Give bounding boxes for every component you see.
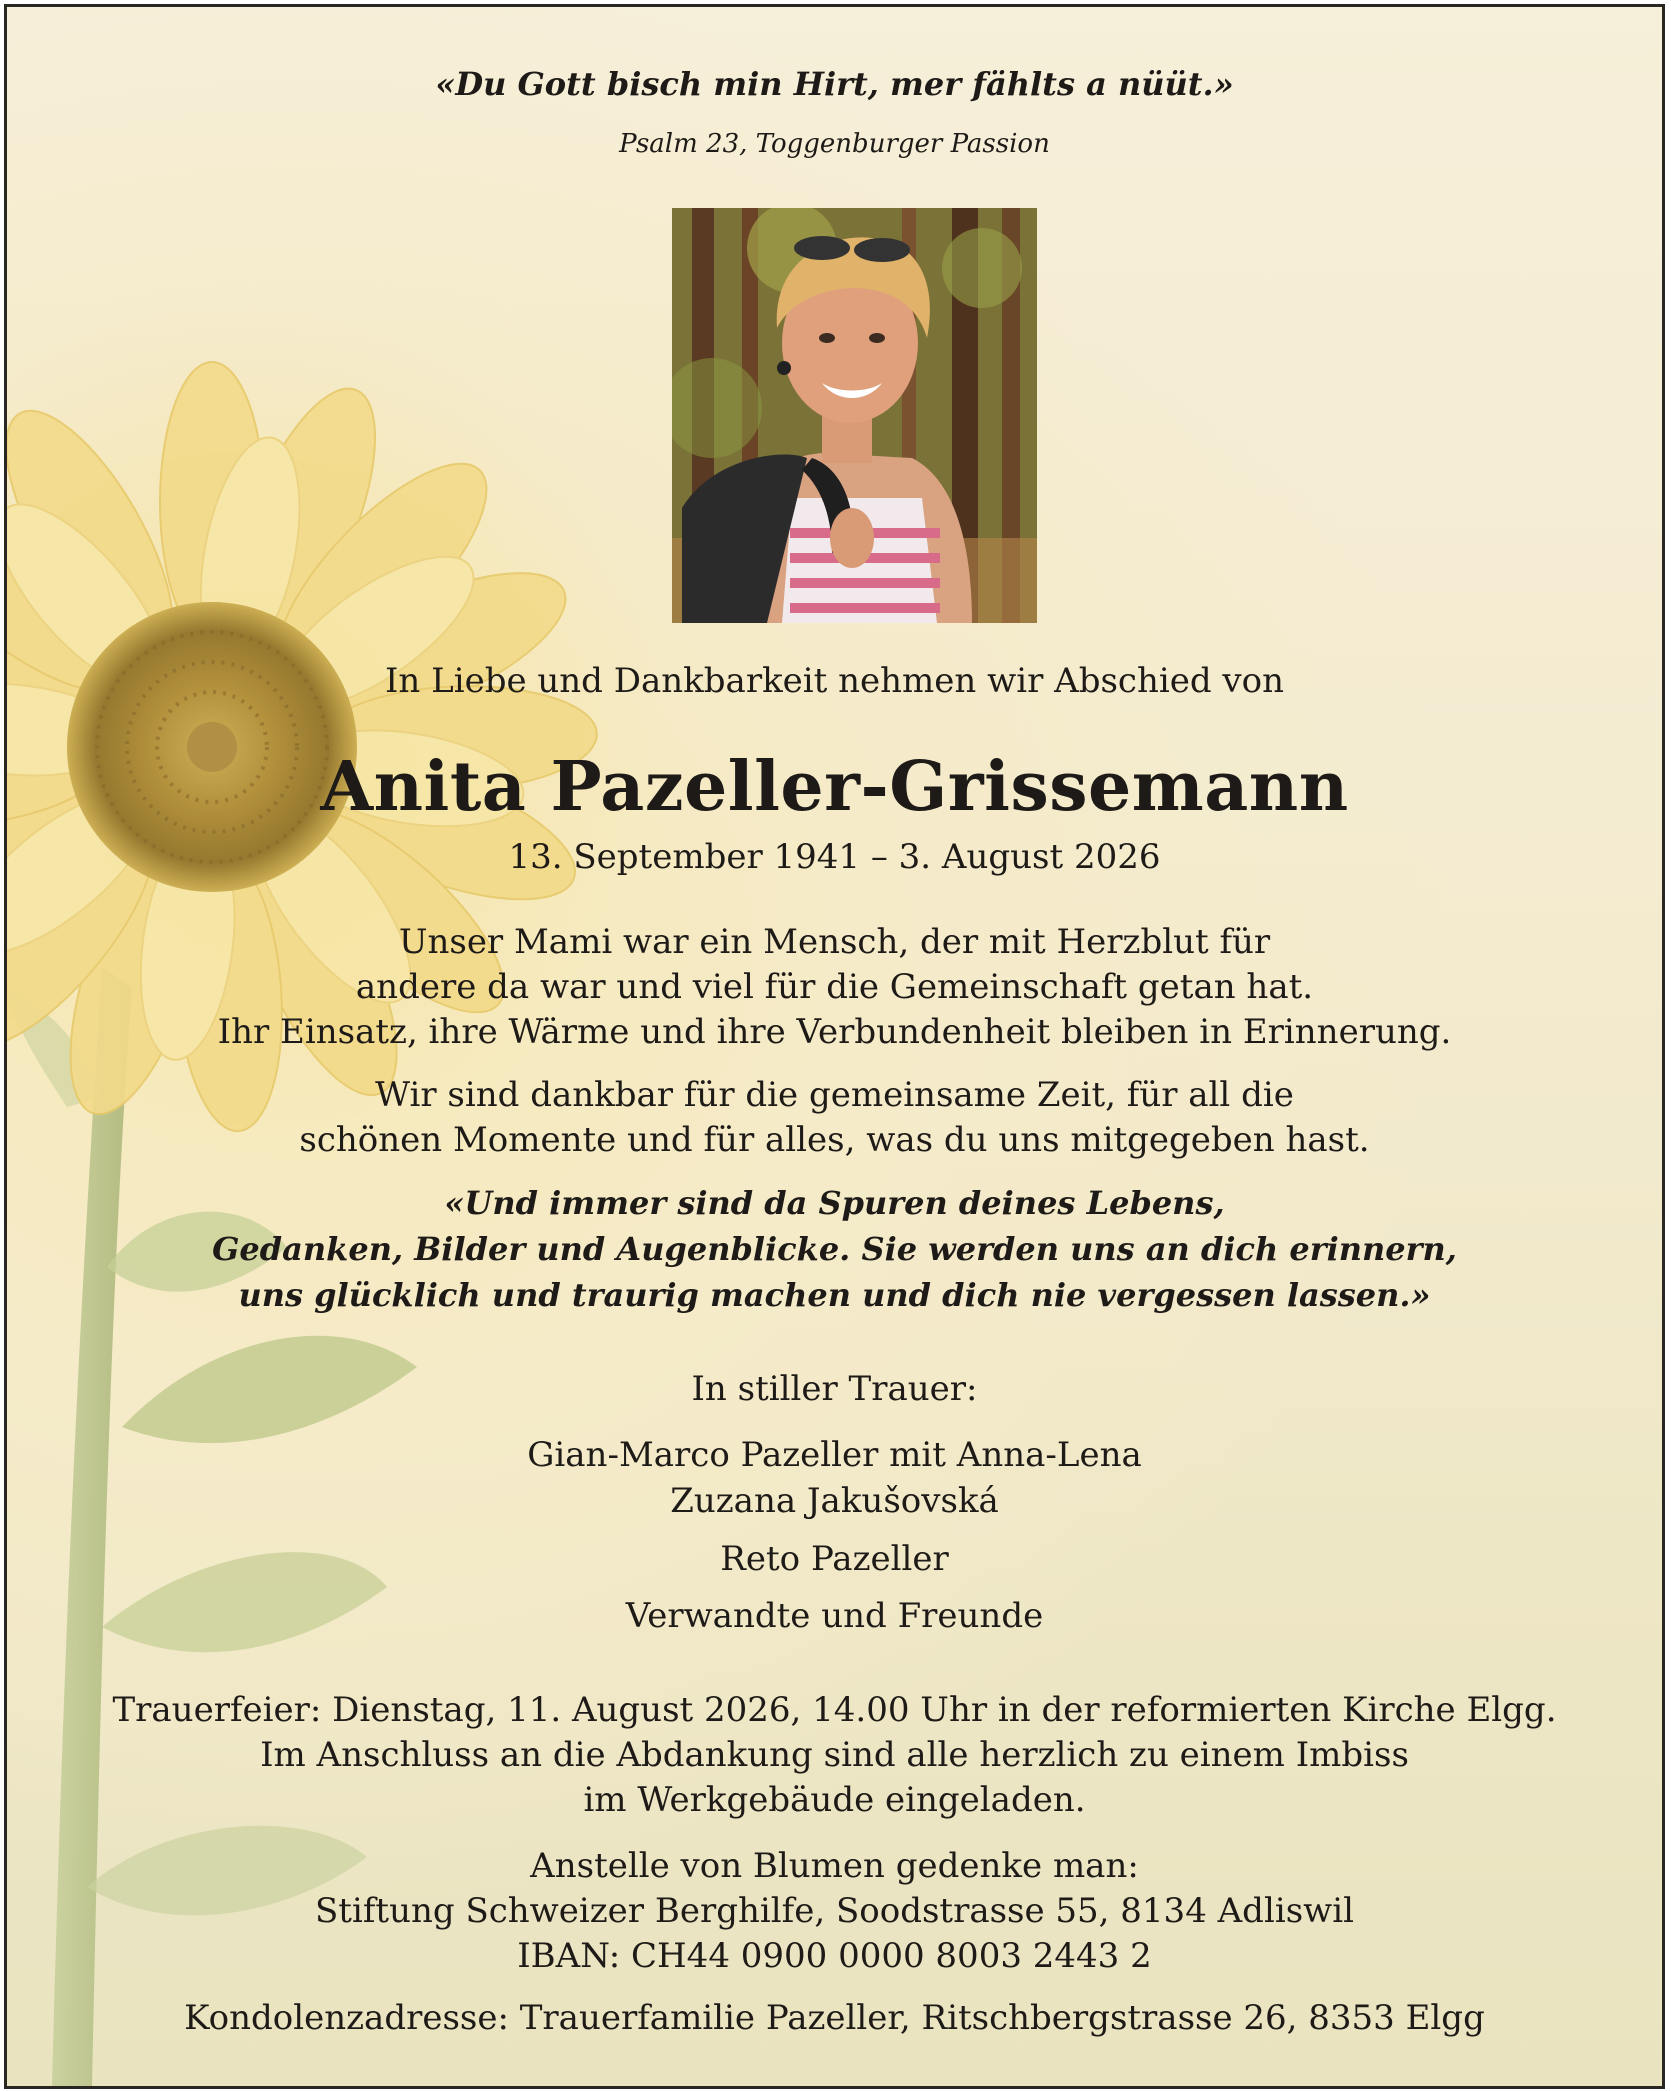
mourner-name: Gian-Marco Pazeller mit Anna-Lena — [527, 1435, 1142, 1475]
funeral-line: Im Anschluss an die Abdankung sind alle herzlich zu einem Imbiss — [260, 1735, 1409, 1775]
memorial-quote — [7, 1180, 1662, 1318]
tribute-line: Wir sind dankbar für die gemeinsame Zeit, für all die — [375, 1075, 1294, 1115]
tribute-line: Unser Mami war ein Mensch, der mit Herzblut für — [398, 922, 1271, 962]
quote-line: uns glücklich und traurig machen und dich nie vergessen lassen.» — [238, 1276, 1431, 1314]
opening-motto: «Du Gott bisch min Hirt, mer fählts a nüüt.» — [435, 65, 1234, 103]
mourner-name: Reto Pazeller — [720, 1539, 949, 1579]
portrait-photo — [672, 208, 1037, 623]
obituary-notice — [4, 4, 1665, 2089]
tribute-paragraph-1 — [7, 920, 1662, 1055]
life-dates: 13. September 1941 – 3. August 2026 — [508, 837, 1161, 877]
mourner-name: Verwandte und Freunde — [625, 1596, 1044, 1636]
tribute-line: andere da war und viel für die Gemeinschaft getan hat. — [355, 967, 1314, 1007]
tribute-line: Ihr Einsatz, ihre Wärme und ihre Verbundenheit bleiben in Erinnerung. — [217, 1012, 1452, 1052]
quote-line: Gedanken, Bilder und Augenblicke. Sie werden uns an dich erinnern, — [212, 1230, 1457, 1268]
tribute-line: schönen Momente und für alles, was du uns mitgegeben hast. — [299, 1120, 1370, 1160]
tribute-paragraph-2 — [7, 1073, 1662, 1163]
quote-line: «Und immer sind da Spuren deines Lebens, — [444, 1184, 1225, 1222]
deceased-name: Anita Pazeller-Grissemann — [320, 747, 1349, 827]
mourners-heading: In stiller Trauer: — [691, 1369, 978, 1409]
donation-details — [7, 1844, 1662, 1979]
donation-line: IBAN: CH44 0900 0000 8003 2443 2 — [517, 1936, 1152, 1976]
farewell-intro: In Liebe und Dankbarkeit nehmen wir Abschied von — [384, 661, 1285, 701]
funeral-line: Trauerfeier: Dienstag, 11. August 2026, 14.00 Uhr in der reformierten Kirche Elgg. — [112, 1690, 1557, 1730]
funeral-line: im Werkgebäude eingeladen. — [583, 1780, 1086, 1820]
donation-line: Anstelle von Blumen gedenke man: — [530, 1846, 1139, 1886]
funeral-details — [7, 1688, 1662, 1823]
motto-source: Psalm 23, Toggenburger Passion — [619, 129, 1050, 159]
donation-line: Stiftung Schweizer Berghilfe, Soodstrasse 55, 8134 Adliswil — [315, 1891, 1354, 1931]
condolence-address: Kondolenzadresse: Trauerfamilie Pazeller, Ritschbergstrasse 26, 8353 Elgg — [184, 1998, 1485, 2038]
mourner-name: Zuzana Jakušovská — [670, 1481, 999, 1521]
